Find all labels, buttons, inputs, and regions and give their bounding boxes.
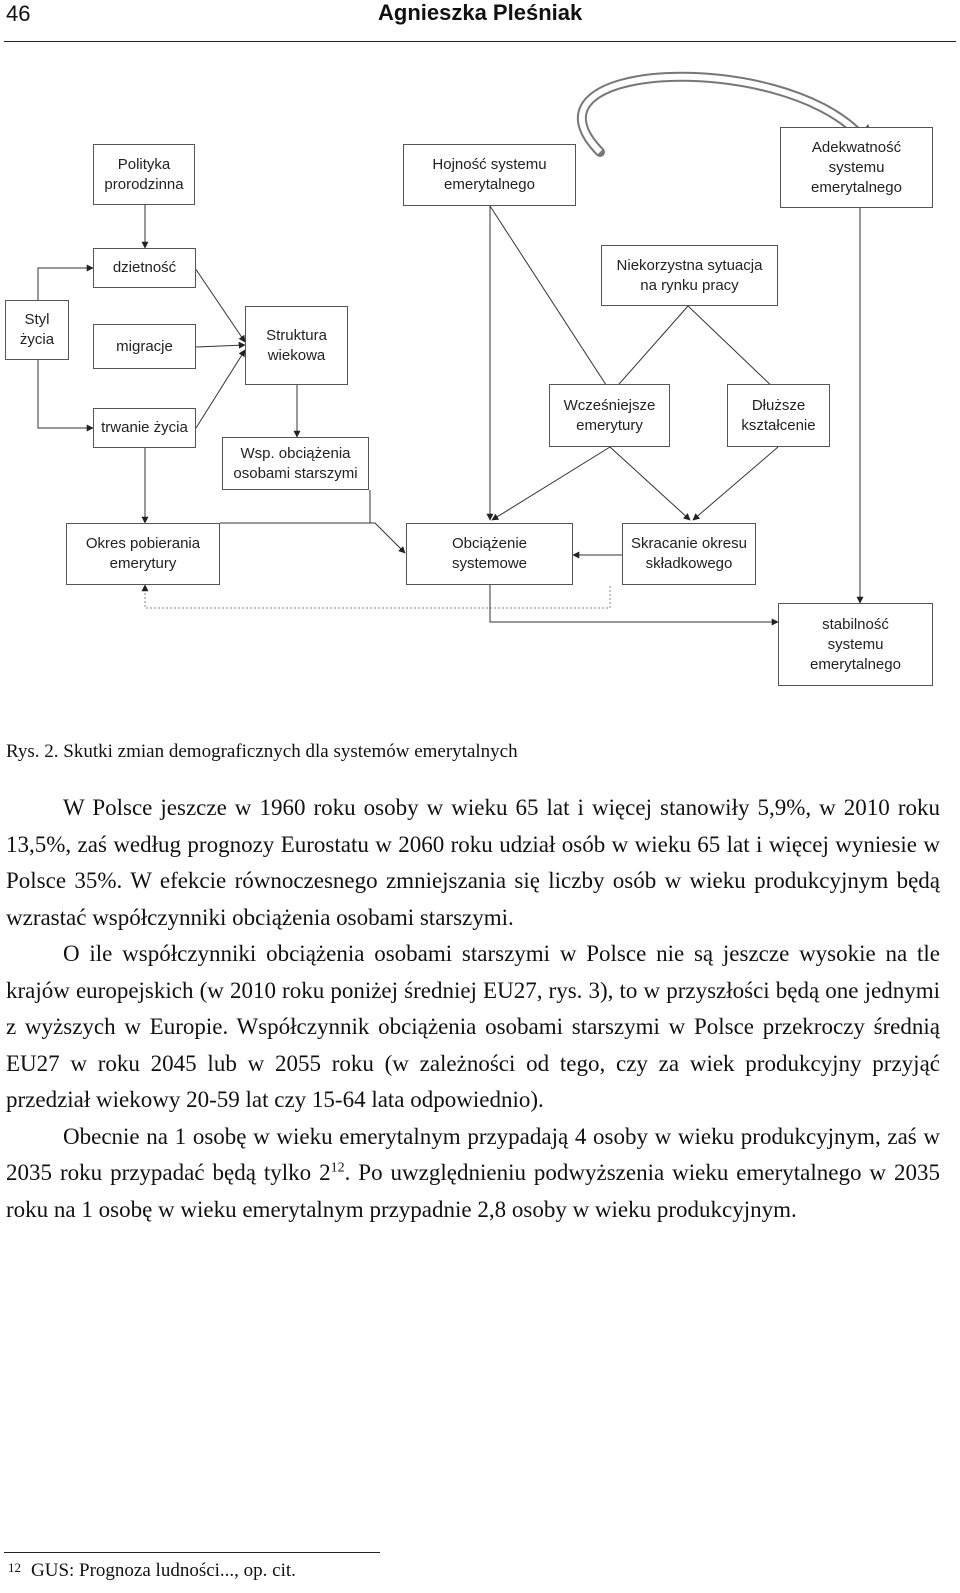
- node-hojnosc-systemu: Hojność systemu emerytalnego: [403, 144, 576, 206]
- paragraph-3: [6, 1119, 940, 1229]
- node-migracje: migracje: [93, 324, 196, 369]
- edge-niekorzystna-wczesniejsze: [612, 306, 688, 392]
- edge-dzietnosc-struktura: [195, 268, 245, 342]
- node-wczesniejsze-emerytury: Wcześniejsze emerytury: [549, 384, 670, 447]
- paragraph-3-part-2: . Po uwzględnieniu podwyższenia wieku emerytalnego w 2035 roku na 1 osobę w wieku emerytalnym przypadnie 2,8 osoby w wieku produkcyjnym.: [6, 1160, 940, 1222]
- node-styl-zycia: Styl życia: [5, 300, 69, 360]
- footnote: [8, 1560, 296, 1582]
- figure-caption: Rys. 2. Skutki zmian demograficznych dla systemów emerytalnych: [6, 741, 518, 762]
- edge-wczesniejsze-skracanie: [610, 447, 690, 520]
- node-adekwatnosc-systemu: Adekwatność systemu emerytalnego: [780, 127, 933, 208]
- node-wsp-obciazenia: Wsp. obciążenia osobami starszymi: [222, 437, 369, 490]
- edge-okres-obciazenie: [220, 523, 405, 553]
- node-obciazenie-systemowe: Obciążenie systemowe: [406, 523, 573, 585]
- node-dzietnosc: dzietność: [93, 248, 196, 288]
- edge-migracje-struktura: [196, 345, 245, 347]
- footnote-reference: 12: [330, 1160, 345, 1176]
- edge-dluzsze-skracanie: [693, 447, 778, 520]
- node-dluzsze-ksztalcenie: Dłuższe kształcenie: [727, 384, 830, 447]
- edge-wczesniejsze-obciazenie: [492, 447, 610, 520]
- node-polityka-prorodzinna: Polityka prorodzinna: [93, 144, 195, 205]
- node-skracanie-okresu: Skracanie okresu składkowego: [622, 523, 756, 585]
- footnote-text: GUS: Prognoza ludności..., op. cit.: [31, 1560, 296, 1581]
- node-trwanie-zycia: trwanie życia: [93, 408, 196, 448]
- body-text: [6, 790, 940, 1228]
- edge-hojnosc-wczesniejsze: [490, 206, 610, 391]
- page-number: 46: [6, 1, 31, 26]
- edge-styl-dzietnosc: [38, 268, 93, 300]
- node-struktura-wiekowa: Struktura wiekowa: [245, 306, 348, 385]
- edge-styl-trwanie: [38, 360, 93, 428]
- paragraph-3-part-1: Obecnie na 1 osobę w wieku emerytalnym przypadają 4 osoby w wieku produkcyjnym, zaś w 2035 roku przypadać będą tylko 2: [6, 1123, 940, 1185]
- footnote-mark: 12: [8, 1560, 21, 1575]
- node-niekorzystna-sytuacja: Niekorzystna sytuacja na rynku pracy: [601, 245, 778, 306]
- diagram: [0, 0, 960, 700]
- paragraph-2: O ile współczynniki obciążenia osobami starszymi w Polsce nie są jeszcze wysokie na tle krajów europejskich (w 2010 roku poniżej średniej EU27, rys. 3), to w przyszłości będą one jednymi z wyższych w Europie. Współczynnik obciążenia osobami starszymi w Polsce przekroczy średnią EU27 w roku 2045 lub w 2055 roku (w zależności od tego, czy za wiek produkcyjny przyjąć przedział wiekowy 20-59 lat czy 15-64 lata odpowiednio).: [6, 941, 940, 1112]
- node-okres-pobierania: Okres pobierania emerytury: [66, 523, 220, 585]
- edge-niekorzystna-dluzsze: [688, 306, 778, 392]
- edge-loop-okres: [145, 585, 610, 608]
- edge-trwanie-struktura: [196, 350, 245, 428]
- paragraph-1: W Polsce jeszcze w 1960 roku osoby w wieku 65 lat i więcej stanowiły 5,9%, w 2010 roku 13,5%, zaś według prognozy Eurostatu w 2060 roku udział osób w wieku 65 lat i więcej wyniesie w Polsce 35%. W efekcie równoczesnego zmniejszania się liczby osób w wieku produkcyjnym będą wzrastać współczynniki obciążenia osobami starszymi.: [6, 795, 940, 930]
- node-stabilnosc-systemu: stabilność systemu emerytalnego: [778, 603, 933, 686]
- edge-loop-stabilnosc: [490, 585, 778, 622]
- running-title: Agnieszka Pleśniak: [378, 0, 583, 25]
- footnote-rule: [4, 1552, 380, 1553]
